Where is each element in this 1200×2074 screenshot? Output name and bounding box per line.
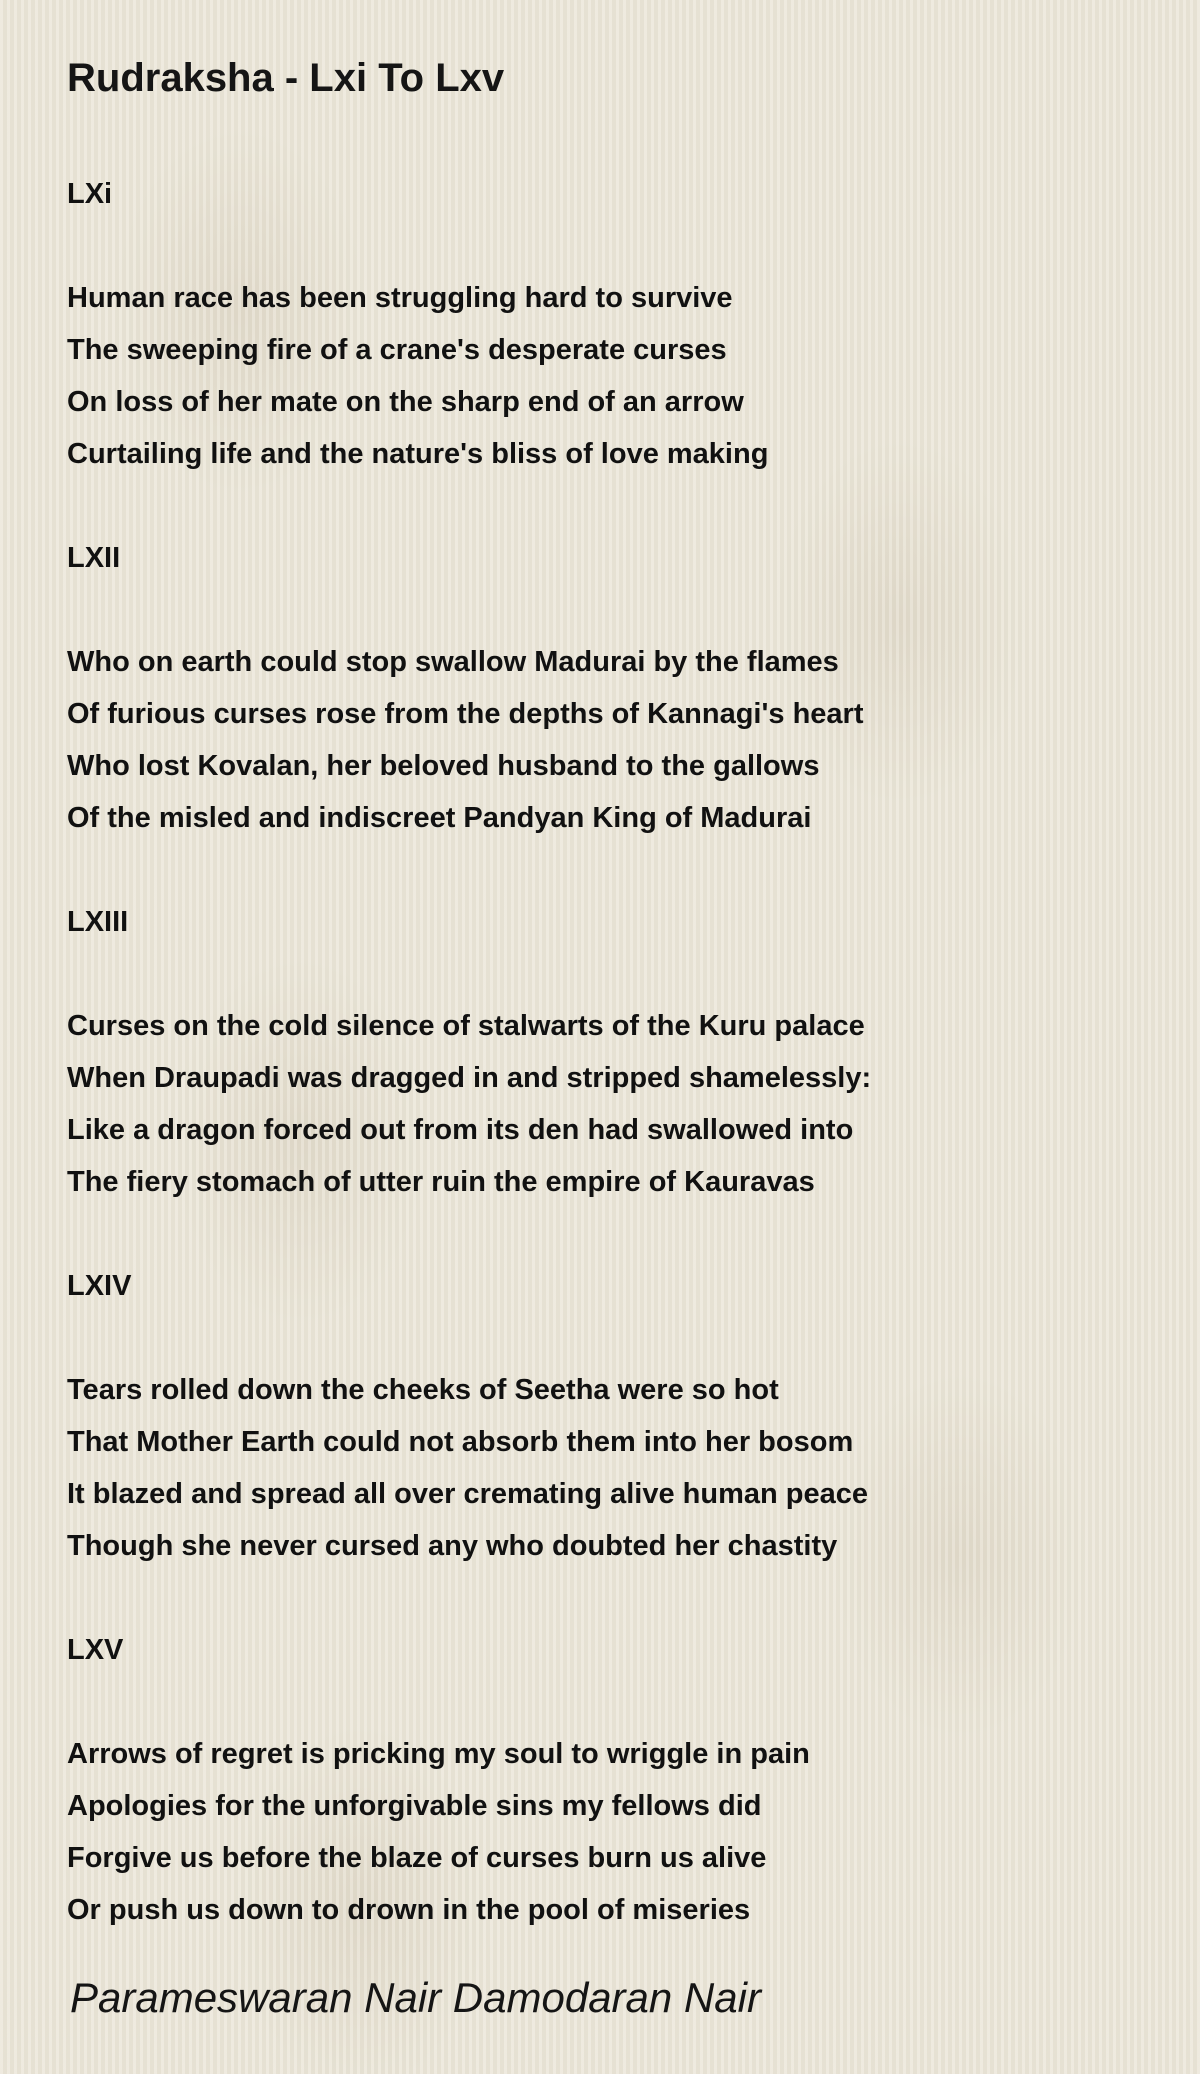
stanza-heading: LXII bbox=[67, 542, 121, 574]
poem-line: Who on earth could stop swallow Madurai by the flames bbox=[67, 646, 839, 678]
stanza-heading: LXi bbox=[67, 178, 113, 210]
poem-line: When Draupadi was dragged in and stripped shamelessly: bbox=[67, 1062, 872, 1094]
stanza bbox=[67, 532, 1147, 896]
poem-line: Of the misled and indiscreet Pandyan King of Madurai bbox=[67, 802, 812, 834]
poem-line: Who lost Kovalan, her beloved husband to the gallows bbox=[67, 750, 820, 782]
poem-line: Forgive us before the blaze of curses burn us alive bbox=[67, 1842, 767, 1874]
poem-line: It blazed and spread all over cremating alive human peace bbox=[67, 1478, 869, 1510]
poem-body bbox=[67, 168, 1147, 1936]
poem-title: Rudraksha - Lxi To Lxv bbox=[67, 56, 505, 100]
poem-line: Of furious curses rose from the depths of Kannagi's heart bbox=[67, 698, 864, 730]
poem-line: Human race has been struggling hard to survive bbox=[67, 282, 733, 314]
poem-line: Though she never cursed any who doubted her chastity bbox=[67, 1530, 838, 1562]
poem-line: The fiery stomach of utter ruin the empire of Kauravas bbox=[67, 1166, 815, 1198]
stanza-heading: LXIV bbox=[67, 1270, 132, 1302]
poem-line: Tears rolled down the cheeks of Seetha were so hot bbox=[67, 1374, 779, 1406]
poem-line: Apologies for the unforgivable sins my fellows did bbox=[67, 1790, 762, 1822]
stanza bbox=[67, 1260, 1147, 1624]
poem-line: Arrows of regret is pricking my soul to wriggle in pain bbox=[67, 1738, 810, 1770]
poem-container bbox=[67, 50, 1147, 1936]
stanza bbox=[67, 168, 1147, 532]
poem-line: Curtailing life and the nature's bliss of love making bbox=[67, 438, 769, 470]
stanza bbox=[67, 896, 1147, 1260]
poem-line: The sweeping fire of a crane's desperate curses bbox=[67, 334, 727, 366]
poem-line: Curses on the cold silence of stalwarts of the Kuru palace bbox=[67, 1010, 865, 1042]
poem-line: On loss of her mate on the sharp end of an arrow bbox=[67, 386, 744, 418]
poem-line: Or push us down to drown in the pool of miseries bbox=[67, 1894, 751, 1926]
poem-line: That Mother Earth could not absorb them into her bosom bbox=[67, 1426, 854, 1458]
poem-author: Parameswaran Nair Damodaran Nair bbox=[70, 1974, 761, 2021]
stanza-heading: LXIII bbox=[67, 906, 129, 938]
stanza-heading: LXV bbox=[67, 1634, 124, 1666]
stanza bbox=[67, 1624, 1147, 1936]
poem-line: Like a dragon forced out from its den had swallowed into bbox=[67, 1114, 854, 1146]
